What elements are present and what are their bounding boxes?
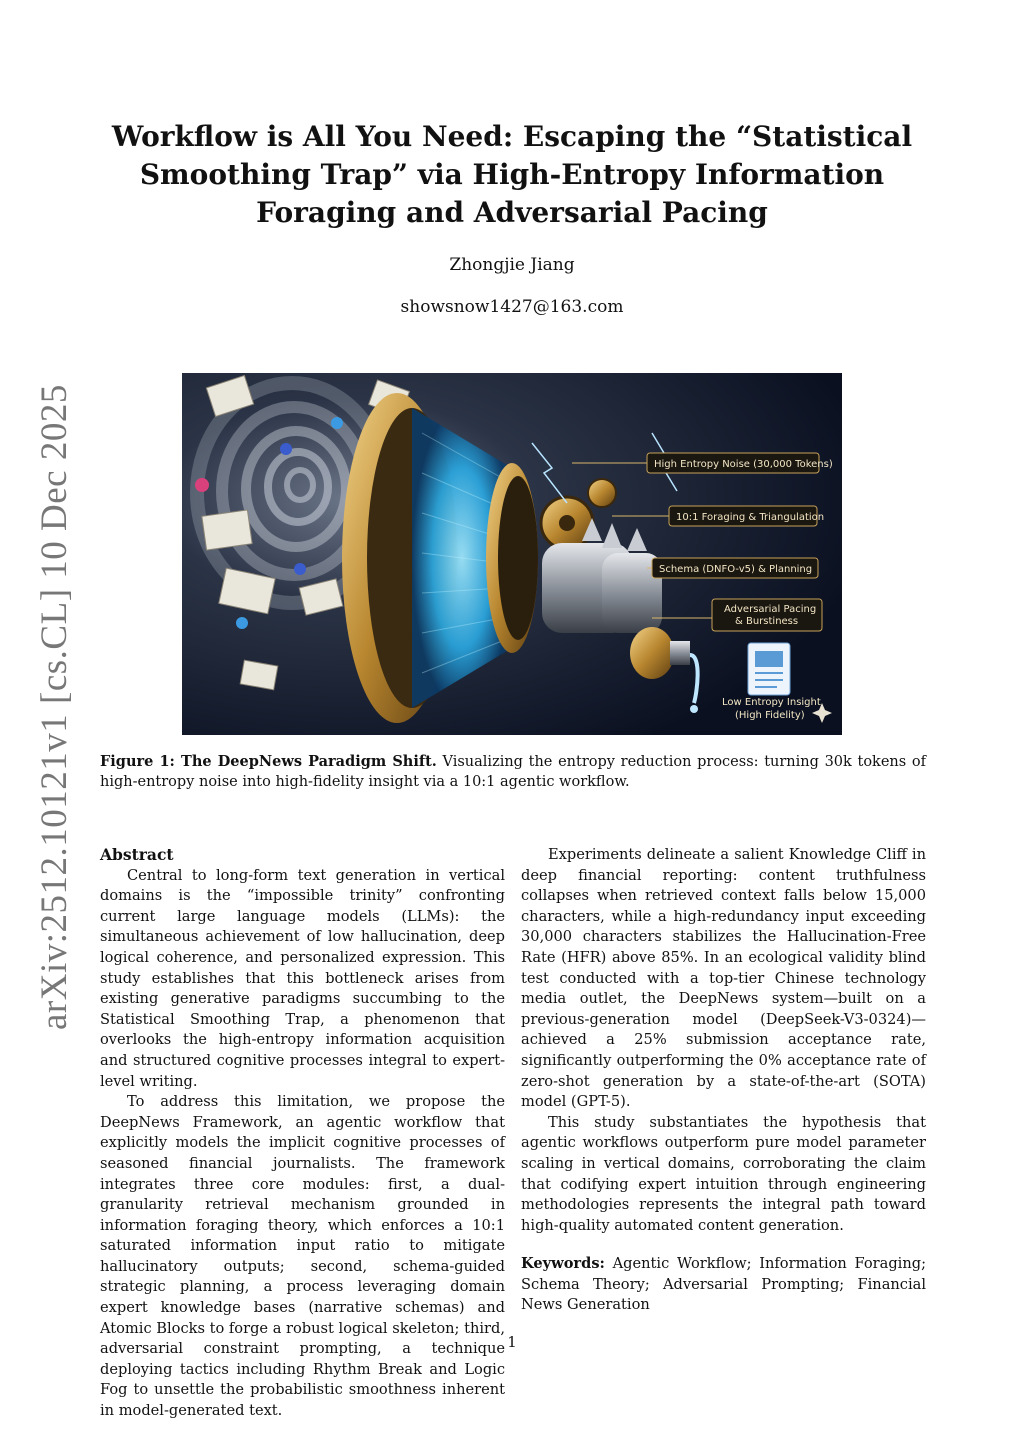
figure-label-high-entropy: High Entropy Noise (30,000 Tokens): [654, 459, 833, 470]
abstract-paragraph-4: This study substantiates the hypothesis that agentic workflows outperform pure model parameter scaling in vertical domains, corroborating the claim that codifying expert intuition through engineering methodologies represents the integral path toward high-quality automated content generation.: [521, 1113, 926, 1234]
figure-label-adversarial-1: Adversarial Pacing: [724, 604, 817, 615]
abstract-paragraph-1: Central to long-form text generation in vertical domains is the “impossible trinity” confronting current large language models (LLMs): the simultaneous achievement of low hallucination, deep logical coherence, and personalized expression. This study establishes that this bottleneck arises from existing generative paradigms succumbing to the Statistical Smoothing Trap, a phenomenon that overlooks the high-entropy information acquisition and structured cognitive processes integral to expert-level writing.: [100, 866, 505, 1090]
paper-title: Workflow is All You Need: Escaping the “Statistical Smoothing Trap” via High-Entropy Information Foraging and Adversarial Pacing: [111, 120, 913, 229]
page-number: 1: [507, 1333, 517, 1351]
abstract-heading: Abstract: [100, 845, 174, 864]
keywords-text: Agentic Workflow; Information Foraging; Schema Theory; Adversarial Prompting; Financial News Generation: [521, 1255, 926, 1314]
figure-caption: [100, 752, 926, 792]
deepnews-machine-illustration: [182, 373, 842, 735]
abstract-right-column: [521, 845, 926, 1316]
figure-label-low-entropy-2: (High Fidelity): [735, 710, 805, 721]
figure-label-adversarial-2: & Burstiness: [735, 616, 799, 627]
figure-caption-label: Figure 1: The DeepNews Paradigm Shift.: [100, 753, 437, 770]
abstract-paragraph-2: To address this limitation, we propose the DeepNews Framework, an agentic workflow that explicitly models the implicit cognitive processes of seasoned financial journalists. The framework integrates three core modules: first, a dual-granularity retrieval mechanism grounded in information foraging theory, which enforces a 10:1 saturated information input ratio to mitigate hallucinatory outputs; second, schema-guided strategic planning, a process leveraging domain expert knowledge bases (narrative schemas) and Atomic Blocks to forge a robust logical skeleton; third, adversarial constraint prompting, a technique deploying tactics including Rhythm Break and Logic Fog to unsettle the probabilistic smoothness inherent in model-generated text.: [100, 1093, 505, 1420]
keywords: [521, 1254, 926, 1316]
author-email[interactable]: showsnow1427@163.com: [400, 297, 624, 317]
figure-1-illustration: [182, 373, 842, 735]
abstract-paragraph-3: Experiments delineate a salient Knowledge Cliff in deep financial reporting: content truthfulness collapses when retrieved context falls below 15,000 characters, while a high-redundancy input exceeding 30,000 characters stabilizes the Hallucination-Free Rate (HFR) above 85%. In an ecological validity blind test conducted with a top-tier Chinese technology media outlet, the DeepNews system—built on a previous-generation model (DeepSeek-V3-0324)—achieved a 25% submission acceptance rate, significantly outperforming the 0% acceptance rate of zero-shot generation by a state-of-the-art (SOTA) model (GPT-5).: [521, 846, 926, 1111]
figure-label-schema: Schema (DNFO-v5) & Planning: [659, 564, 813, 575]
keywords-label: Keywords:: [521, 1255, 605, 1273]
figure-label-foraging: 10:1 Foraging & Triangulation: [676, 512, 825, 523]
figure-label-low-entropy-1: Low Entropy Insight: [722, 697, 821, 708]
arxiv-identifier: arXiv:2512.10121v1 [cs.CL] 10 Dec 2025: [34, 384, 75, 1030]
author-name: Zhongjie Jiang: [449, 255, 575, 275]
figure-caption-text: Visualizing the entropy reduction process: turning 30k tokens of high-entropy noise into high-fidelity insight via a 10:1 agentic workflow.: [100, 754, 926, 790]
